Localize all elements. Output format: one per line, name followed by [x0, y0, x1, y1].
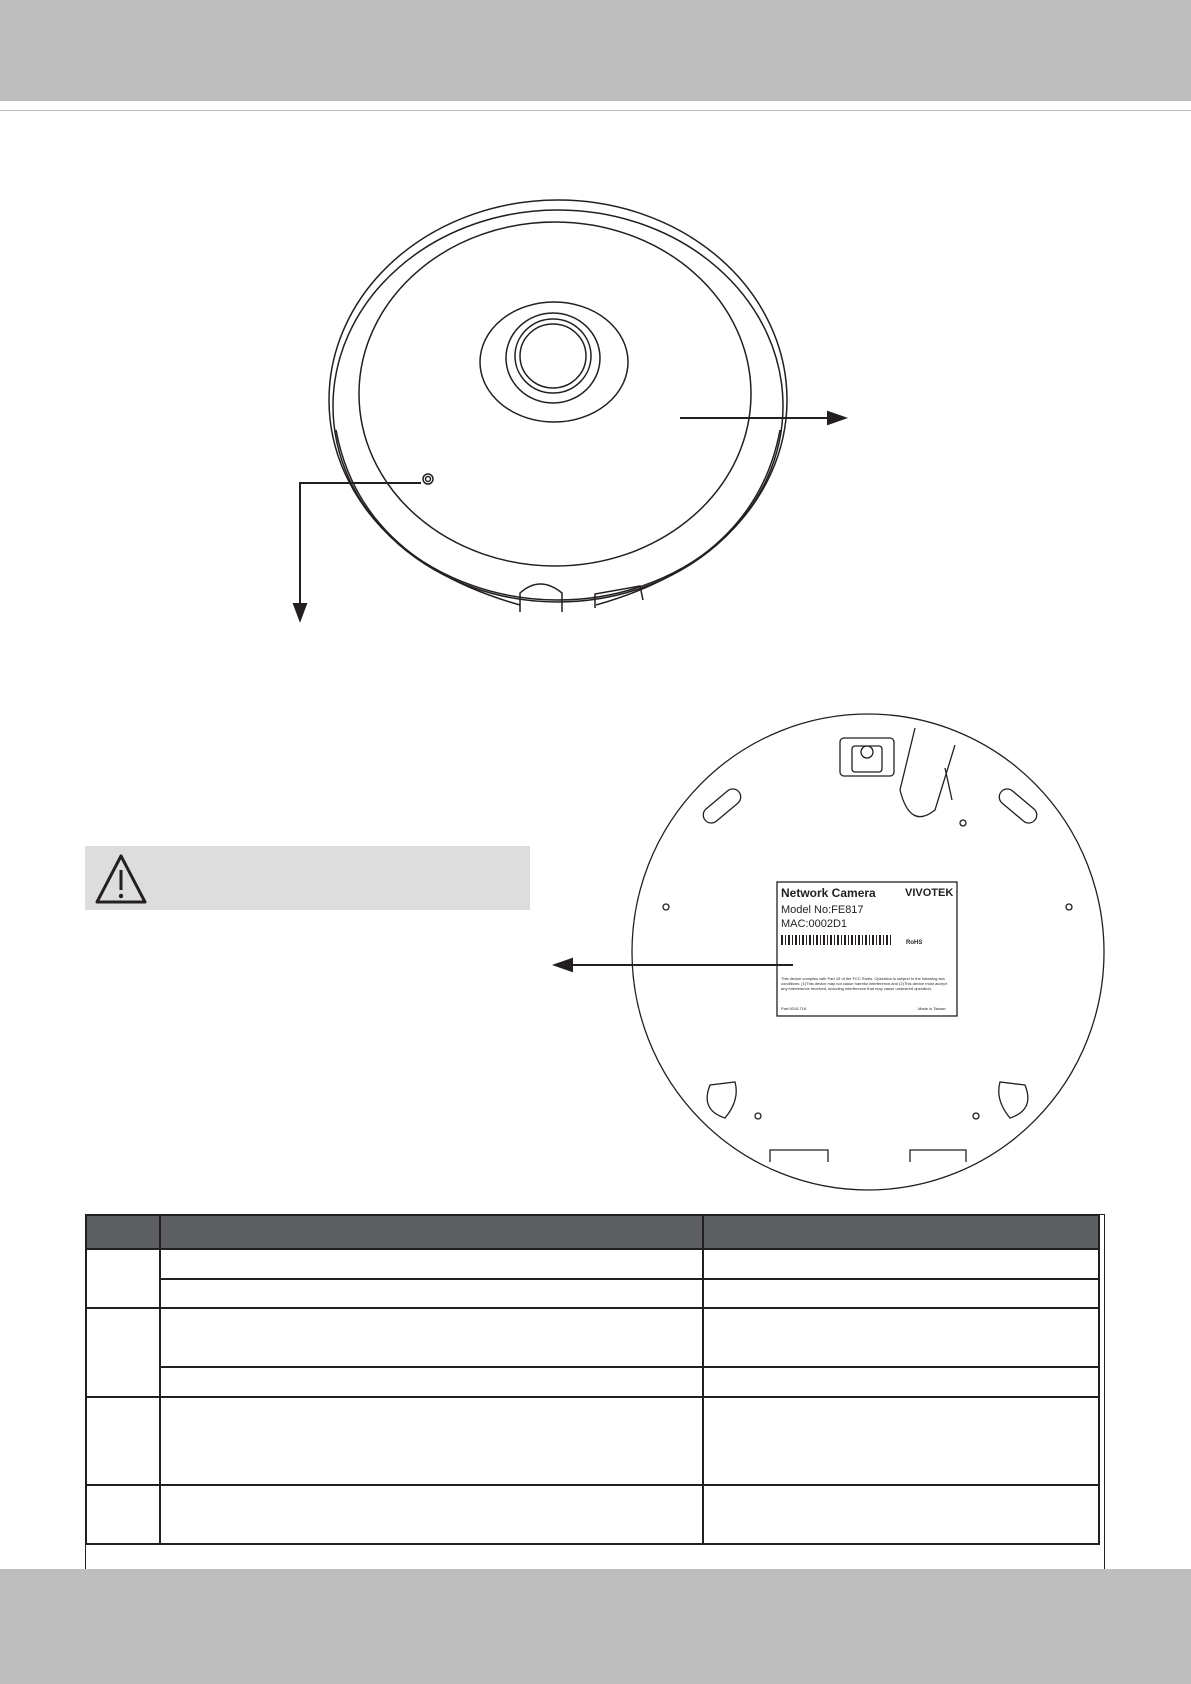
- label-made-in: Made in Taiwan: [918, 1006, 946, 1011]
- footer-band: [0, 1569, 1191, 1684]
- spec-table: [85, 1214, 1105, 1571]
- label-part-no: Part.0015.718: [781, 1006, 807, 1011]
- label-brand-logo: VIVOTEK: [905, 887, 954, 899]
- table-header: [86, 1215, 1098, 1250]
- label-fcc-text: This device complies with Part 15 of the FCC Rules. Operation is subject to the following two conditions: (1)This device may not cause harmful interference,and (2)This device must accept any interference received, including interference that may cause undesired operation.: [781, 976, 947, 991]
- label-model: Model No:FE817: [781, 904, 864, 916]
- label-product: Network Camera: [781, 886, 876, 900]
- label-mac: MAC:0002D1: [781, 918, 848, 930]
- label-rohs: RoHS: [906, 940, 923, 946]
- caution-box: [85, 846, 530, 910]
- warning-icon: [93, 852, 149, 906]
- barcode: [781, 935, 893, 945]
